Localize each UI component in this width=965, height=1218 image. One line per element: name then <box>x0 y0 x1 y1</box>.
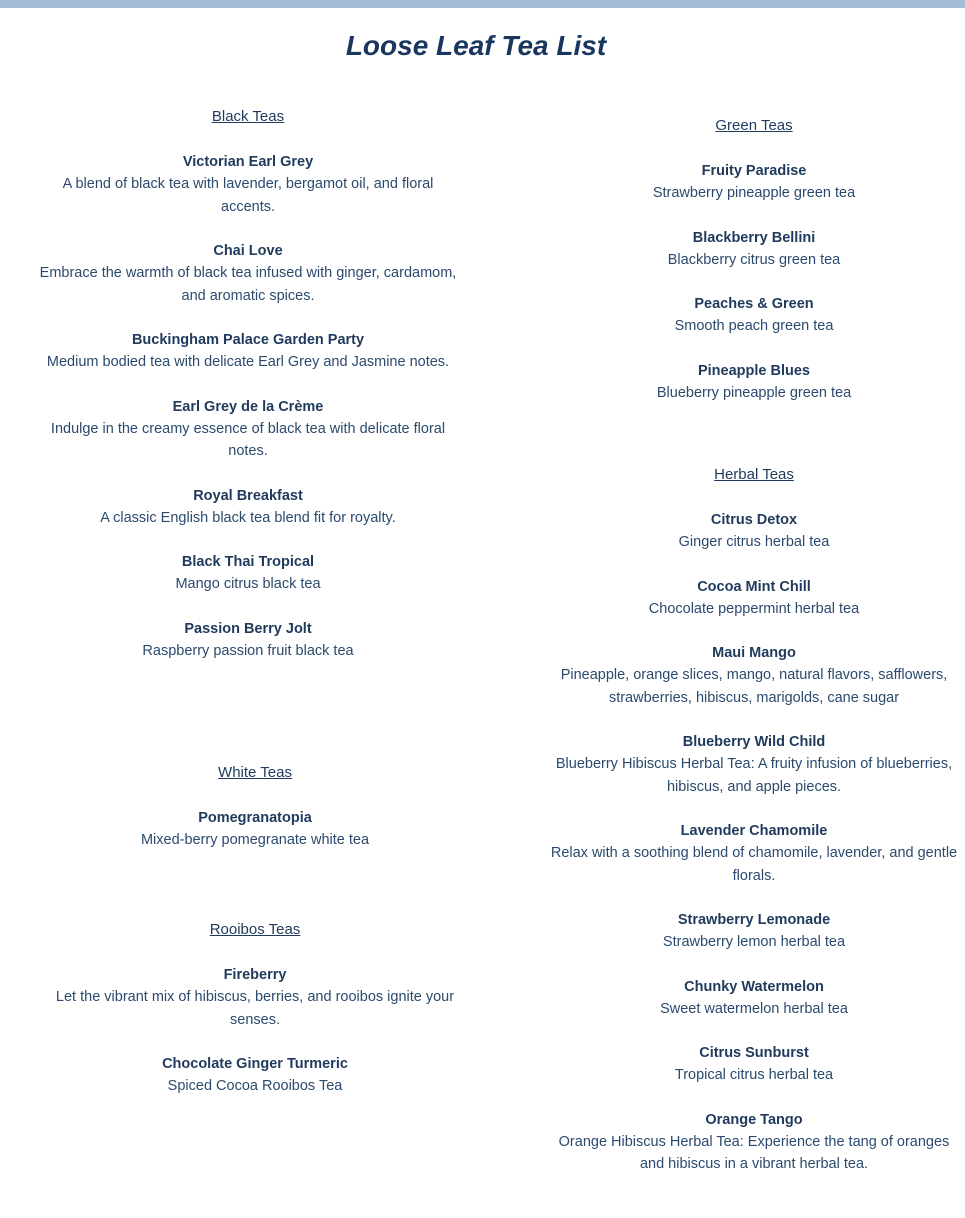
tea-name: Royal Breakfast <box>193 487 303 504</box>
tea-name: Black Thai Tropical <box>181 554 315 570</box>
tea-item <box>545 642 963 709</box>
tea-name: Chai Love <box>213 243 283 259</box>
section-herbal-teas <box>545 464 963 1198</box>
tea-description: Pineapple, orange slices, mango, natural flavors, safflowers, strawberries, hibiscus, marigolds, cane sugar <box>560 667 948 706</box>
tea-description: Strawberry lemon herbal tea <box>662 934 846 950</box>
tea-description: Orange Hibiscus Herbal Tea: Experience the tang of oranges and hibiscus in a vibrant herbal tea. <box>558 1133 950 1172</box>
tea-name: Chocolate Ginger Turmeric <box>162 1056 348 1072</box>
tea-description: Sweet watermelon herbal tea <box>660 1000 848 1017</box>
tea-description: Raspberry passion fruit black tea <box>142 642 354 659</box>
tea-name: Chunky Watermelon <box>684 978 824 995</box>
tea-item <box>30 329 466 374</box>
tea-description: A blend of black tea with lavender, bergamot oil, and floral accents. <box>62 176 434 215</box>
tea-item <box>545 1109 963 1176</box>
section-black-teas <box>30 106 466 684</box>
tea-item <box>545 227 963 272</box>
tea-name: Buckingham Palace Garden Party <box>131 332 365 348</box>
page-title: Loose Leaf Tea List <box>345 30 607 61</box>
tea-description: Blackberry citrus green tea <box>667 251 841 268</box>
top-accent-bar <box>0 0 965 8</box>
tea-item <box>40 807 470 852</box>
section-green-teas <box>545 115 963 426</box>
tea-name: Earl Grey de la Crème <box>172 398 324 415</box>
tea-item <box>545 293 963 338</box>
section-white-teas <box>40 762 470 874</box>
tea-item <box>30 551 466 596</box>
tea-name: Fireberry <box>223 967 287 983</box>
tea-item <box>40 964 470 1031</box>
tea-item <box>545 820 963 887</box>
tea-item <box>545 576 963 621</box>
section-rooibos-teas <box>40 919 470 1120</box>
tea-item <box>40 1053 470 1098</box>
tea-name: Peaches & Green <box>694 296 814 312</box>
tea-name: Blackberry Bellini <box>692 229 816 246</box>
tea-description: Let the vibrant mix of hibiscus, berries, and rooibos ignite your senses. <box>55 989 455 1028</box>
tea-item <box>545 509 963 554</box>
tea-name: Victorian Earl Grey <box>182 154 314 170</box>
tea-description: Embrace the warmth of black tea infused with ginger, cardamom, and aromatic spices. <box>39 265 457 304</box>
tea-name: Maui Mango <box>712 645 796 661</box>
section-heading: White Teas <box>218 764 292 781</box>
tea-item <box>30 618 466 663</box>
section-heading: Herbal Teas <box>714 466 794 483</box>
tea-name: Cocoa Mint Chill <box>697 578 811 595</box>
tea-name: Orange Tango <box>705 1111 803 1128</box>
tea-description: Blueberry Hibiscus Herbal Tea: A fruity infusion of blueberries, hibiscus, and apple pieces. <box>555 756 953 795</box>
tea-item <box>545 360 963 405</box>
section-heading: Black Teas <box>211 108 285 125</box>
tea-item <box>545 909 963 954</box>
tea-description: Medium bodied tea with delicate Earl Grey and Jasmine notes. <box>46 354 450 370</box>
tea-item <box>30 240 466 307</box>
tea-item <box>545 976 963 1021</box>
tea-name: Fruity Paradise <box>701 163 807 179</box>
tea-description: Indulge in the creamy essence of black tea with delicate floral notes. <box>50 420 446 459</box>
tea-description: Relax with a soothing blend of chamomile, lavender, and gentle florals. <box>550 845 958 884</box>
section-heading: Green Teas <box>715 117 793 134</box>
tea-description: Smooth peach green tea <box>674 318 834 334</box>
tea-item <box>545 1042 963 1087</box>
tea-name: Strawberry Lemonade <box>677 912 831 928</box>
tea-name: Pomegranatopia <box>198 810 312 826</box>
tea-description: Spiced Cocoa Rooibos Tea <box>167 1078 343 1094</box>
tea-description: Blueberry pineapple green tea <box>656 384 852 401</box>
tea-description: Mixed-berry pomegranate white tea <box>140 832 370 848</box>
tea-name: Citrus Sunburst <box>699 1045 809 1061</box>
tea-name: Lavender Chamomile <box>680 823 828 839</box>
tea-description: Strawberry pineapple green tea <box>652 185 856 201</box>
tea-description: Mango citrus black tea <box>175 576 321 592</box>
tea-name: Pineapple Blues <box>697 362 810 379</box>
tea-description: Tropical citrus herbal tea <box>674 1067 834 1083</box>
tea-description: A classic English black tea blend fit for royalty. <box>100 509 396 526</box>
tea-item <box>545 731 963 798</box>
tea-item <box>30 151 466 218</box>
tea-name: Blueberry Wild Child <box>682 734 826 750</box>
tea-item <box>30 396 466 463</box>
tea-description: Chocolate peppermint herbal tea <box>648 600 860 617</box>
section-heading: Rooibos Teas <box>209 921 301 938</box>
tea-name: Citrus Detox <box>710 512 798 528</box>
tea-name: Passion Berry Jolt <box>184 620 312 637</box>
tea-item <box>545 160 963 205</box>
tea-item <box>30 485 466 530</box>
tea-description: Ginger citrus herbal tea <box>678 534 830 550</box>
